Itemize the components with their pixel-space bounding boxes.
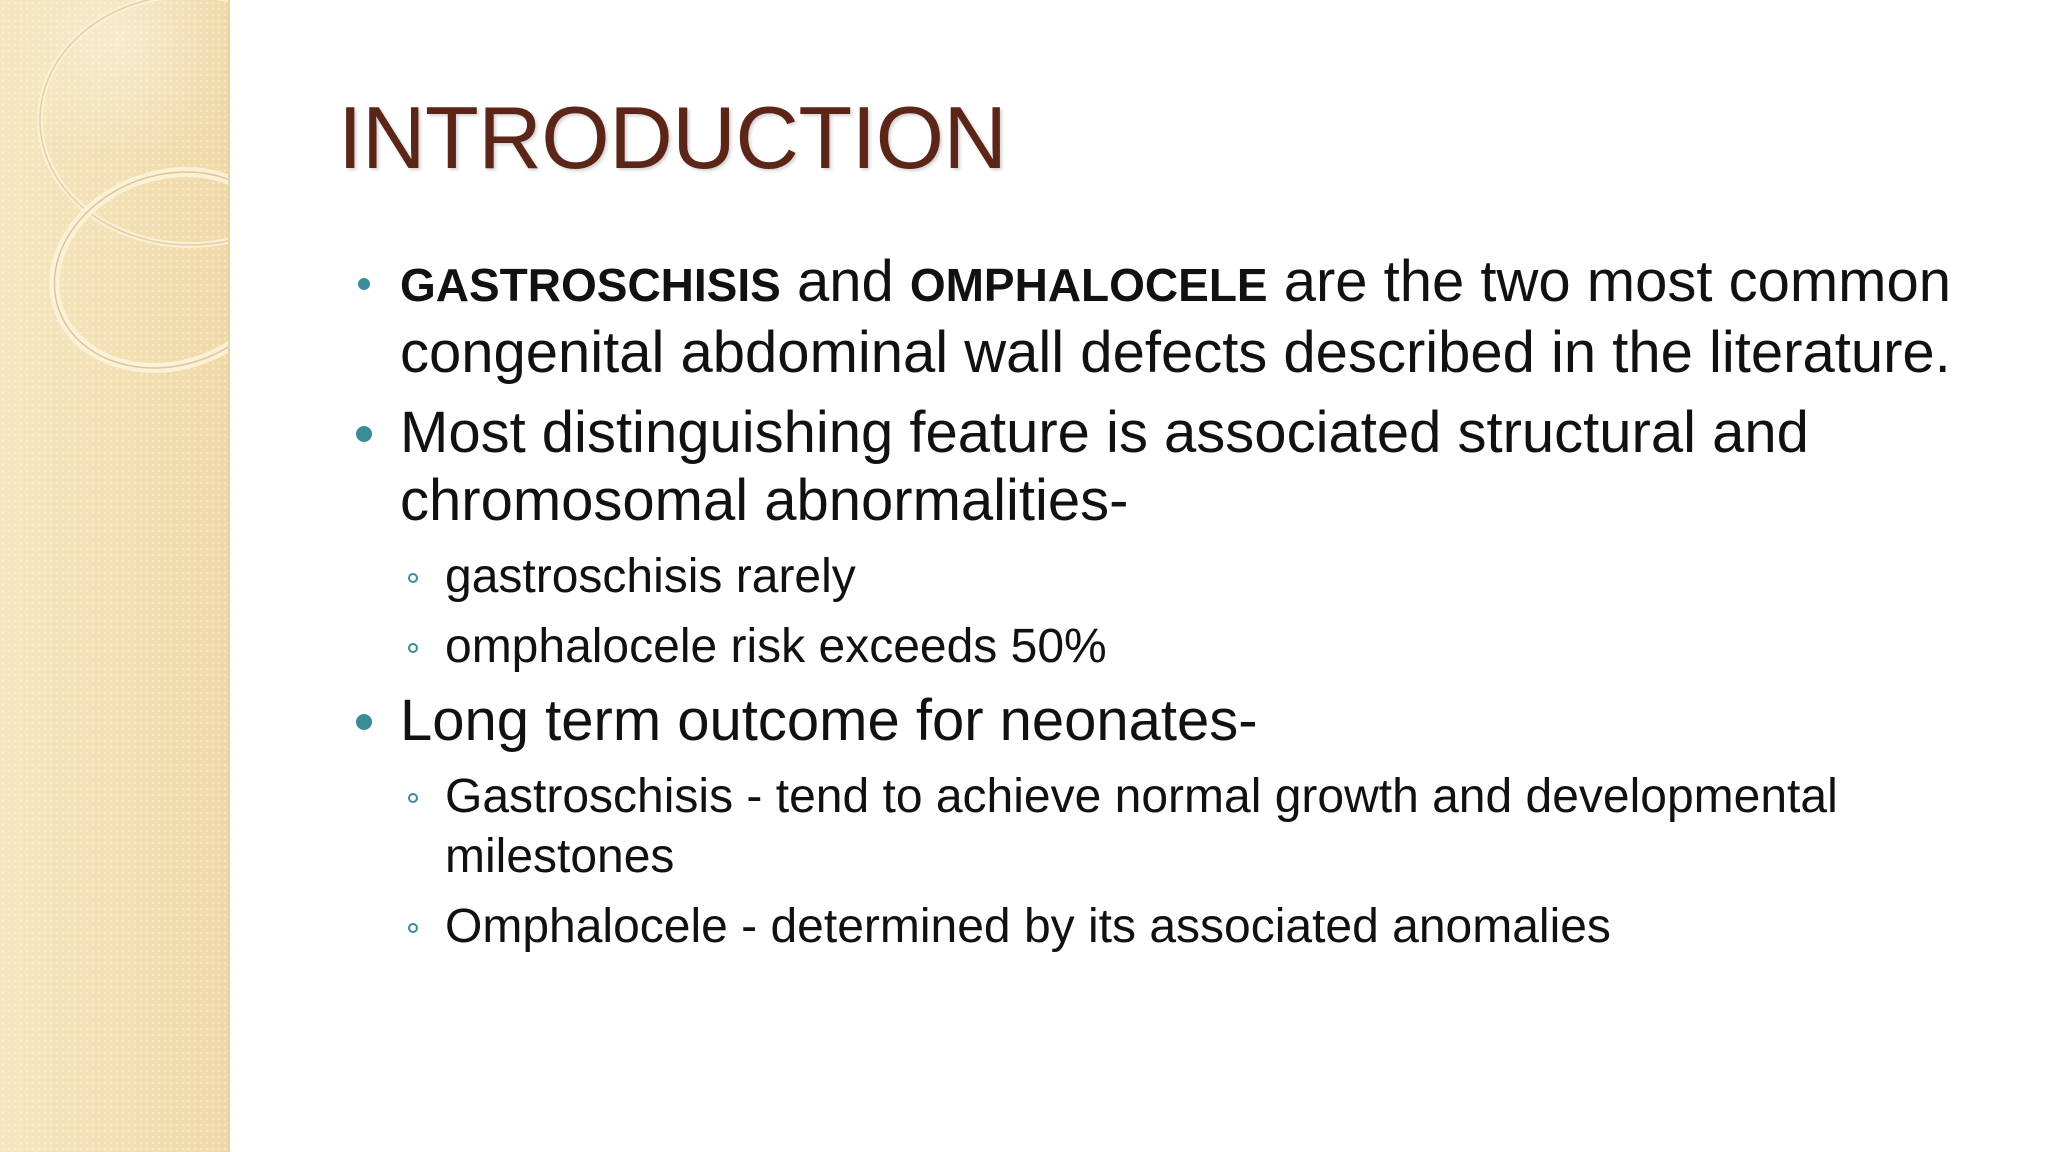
sub-bullet-item (352, 897, 1992, 957)
bullet-group-3 (352, 687, 1992, 957)
decorative-side-panel (0, 0, 230, 1152)
term-omphalocele: OMPHALOCELE (909, 259, 1268, 311)
bullet-item (352, 399, 1992, 535)
term-gastroschisis: GASTROSCHISIS (400, 259, 781, 311)
bullet-dot-icon (356, 714, 372, 730)
sub-bullet-ring-icon (408, 793, 418, 803)
bullet-group-1 (352, 248, 1992, 387)
bullet-text: are the two most common congenital abdominal wall defects described in the literature. (400, 249, 1951, 385)
bullet-item (352, 687, 1992, 755)
bullet-group-2 (352, 399, 1992, 677)
bullet-dot-icon (358, 278, 370, 290)
sub-bullet-ring-icon (408, 573, 418, 583)
sub-bullet-text: Gastroschisis - tend to achieve normal growth and developmental milestones (445, 770, 1838, 883)
sub-bullet-text: gastroschisis rarely (445, 550, 856, 603)
sub-bullet-text: Omphalocele - determined by its associated anomalies (445, 900, 1611, 953)
bullet-dot-icon (356, 426, 372, 442)
sub-bullet-ring-icon (408, 643, 418, 653)
sub-bullet-item (352, 767, 1992, 887)
bullet-text: Long term outcome for neonates- (400, 688, 1258, 753)
bullet-text: Most distinguishing feature is associated structural and chromosomal abnormalities- (400, 400, 1809, 533)
bullet-connector: and (780, 249, 910, 314)
slide-title: INTRODUCTION (338, 88, 1007, 187)
sub-bullet-item (352, 617, 1992, 677)
bullet-item (352, 248, 1992, 387)
bullet-list (352, 248, 1992, 967)
sub-bullet-text: omphalocele risk exceeds 50% (445, 620, 1107, 673)
decorative-rings-icon (0, 0, 228, 1152)
sub-bullet-ring-icon (408, 923, 418, 933)
sub-bullet-item (352, 547, 1992, 607)
